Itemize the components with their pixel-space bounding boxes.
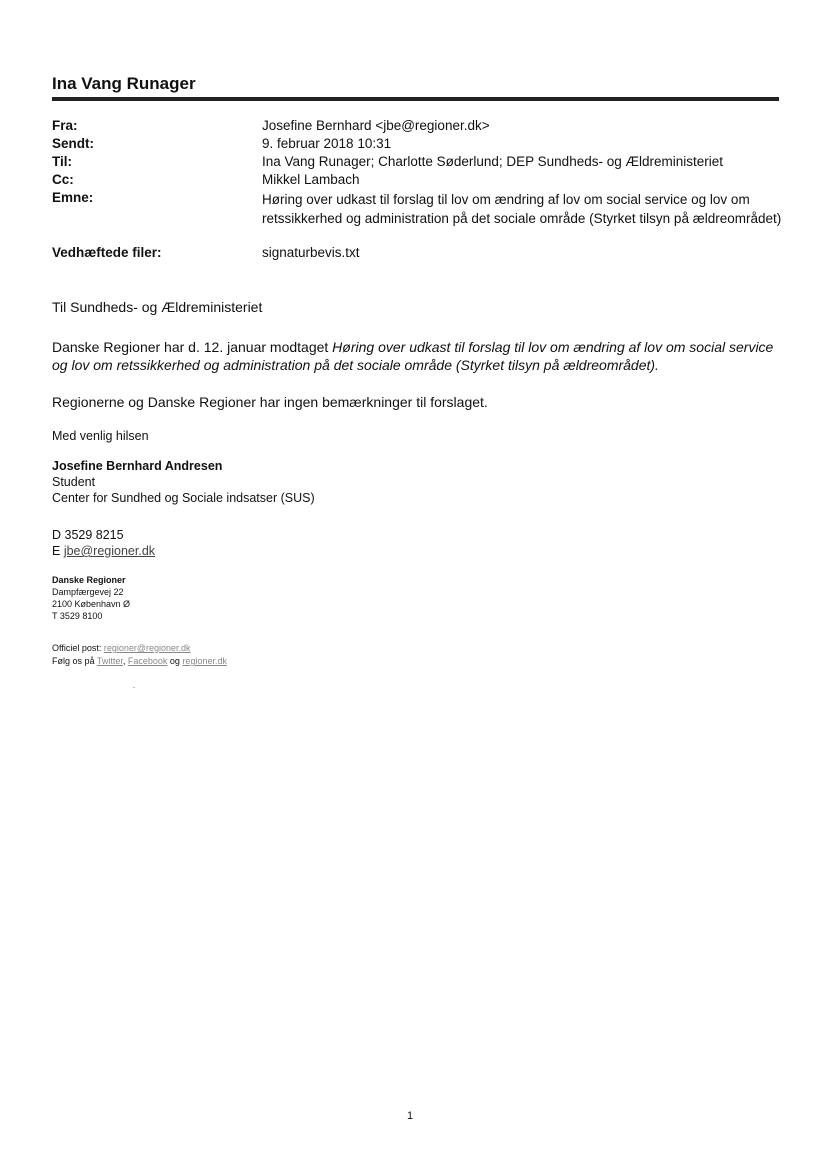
header-rule: [52, 97, 779, 101]
subject-value: Høring over udkast til forslag til lov om ændring af lov om social service og lov om retssikkerhed og administration på det sociale område (Styrket tilsyn på ældreområdet): [262, 192, 782, 226]
org-block: [52, 574, 130, 622]
website-link[interactable]: regioner.dk: [182, 656, 227, 666]
cc-value: Mikkel Lambach: [262, 172, 360, 187]
paragraph-no-remarks: Regionerne og Danske Regioner har ingen bemærkninger til forslaget.: [52, 394, 488, 410]
official-mail-label: Officiel post:: [52, 643, 104, 653]
official-mail-line: [52, 642, 191, 654]
subject-label: Emne:: [52, 190, 94, 205]
page-number: 1: [407, 1110, 414, 1122]
sent-label: Sendt:: [52, 136, 94, 151]
attachments-label: Vedhæftede filer:: [52, 245, 162, 260]
closing: Med venlig hilsen: [52, 429, 149, 443]
email-link[interactable]: jbe@regioner.dk: [63, 544, 156, 558]
follow-line: [52, 655, 227, 667]
direct-phone: D 3529 8215: [52, 528, 124, 542]
org-name: Danske Regioner: [52, 575, 126, 585]
follow-separator: ,: [122, 656, 128, 666]
signature-block: [52, 458, 315, 506]
follow-prefix: Følg os på: [52, 656, 97, 666]
paragraph-received-prefix: Danske Regioner har d. 12. januar modtaget: [52, 339, 333, 355]
email-prefix: E: [52, 544, 64, 558]
contact-block: [52, 527, 155, 559]
to-value: Ina Vang Runager; Charlotte Søderlund; DEP Sundheds- og Ældreministeriet: [262, 154, 724, 169]
org-phone: T 3529 8100: [52, 611, 103, 621]
scan-speck: [133, 687, 135, 688]
cc-label: Cc:: [52, 172, 74, 187]
attachment-file[interactable]: signaturbevis.txt: [262, 245, 360, 260]
hearing-subject: Høring over udkast til forslag til lov om ændring af lov om social service og lov om retssikkerhed og administration på det sociale område (Styrket tilsyn på ældreområdet).: [52, 339, 774, 373]
mailbox-owner-name: Ina Vang Runager: [52, 74, 196, 93]
greeting: Til Sundheds- og Ældreministeriet: [52, 299, 263, 315]
sent-value: 9. februar 2018 10:31: [262, 136, 392, 151]
signature-department: Center for Sundhed og Sociale indsatser (SUS): [52, 491, 315, 505]
signature-title: Student: [52, 475, 96, 489]
org-street: Dampfærgevej 22: [52, 587, 124, 597]
follow-and: og: [167, 656, 183, 666]
email-line: [52, 543, 155, 559]
from-label: Fra:: [52, 118, 78, 133]
official-mail-link[interactable]: regioner@regioner.dk: [103, 643, 191, 653]
facebook-link[interactable]: Facebook: [127, 656, 168, 666]
org-city: 2100 København Ø: [52, 599, 131, 609]
paragraph-received: [52, 338, 782, 374]
twitter-link[interactable]: Twitter: [96, 656, 123, 666]
signature-name: Josefine Bernhard Andresen: [52, 459, 223, 473]
from-value: Josefine Bernhard <jbe@regioner.dk>: [262, 118, 490, 133]
to-label: Til:: [52, 154, 72, 169]
